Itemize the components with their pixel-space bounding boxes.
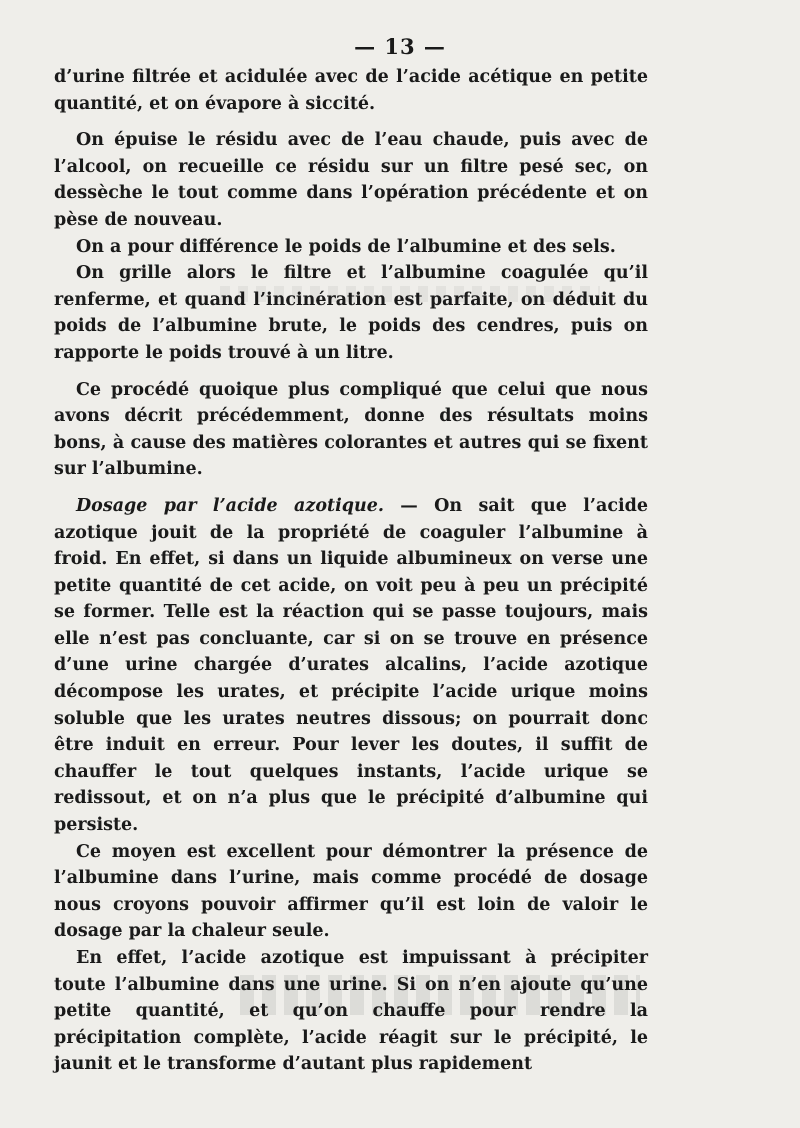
paragraph-text: En effet, l’acide azotique est impuissant à précipiter toute l’albumine dans une urine. Si on n’en ajoute qu’une petite quantité, et qu’on chauffe pour rendre la précipitation complète, l’acide réagit sur le précipité, le jaunit et le transforme d’autant plus rapidement [54, 948, 648, 1075]
paragraph [54, 839, 648, 945]
paragraph [54, 64, 648, 117]
paragraph-text: On épuise le résidu avec de l’eau chaude, puis avec de l’alcool, on recueille ce résidu sur un filtre pesé sec, on dessèche le tout comme dans l’opération précédente et on pèse de nouveau. [54, 130, 648, 230]
paragraph-text: — On sait que l’acide azotique jouit de la propriété de coaguler l’albumine à froid. En effet, si dans un liquide albumineux on verse une petite quantité de cet acide, on voit peu à peu un précipité se former. Telle est la réaction qui se passe toujours, mais elle n’est pas concluante, car si on se trouve en présence d’une urine chargée d’urates alcalins, l’acide azotique décompose les urates, et précipite l’acide urique moins soluble que les urates neutres dissous; on pourrait donc être induit en erreur. Pour lever les doutes, il suffit de chauffer le tout quelques instants, l’acide urique se redissout, et on n’a plus que le précipité d’albumine qui persiste. [54, 495, 649, 836]
paragraph [54, 260, 648, 366]
paragraph [54, 377, 648, 483]
paragraph [54, 493, 648, 839]
paragraph-text: Ce procédé quoique plus compliqué que celui que nous avons décrit précédemment, donne des résultats moins bons, à cause des matières colorantes et autres qui se fixent sur l’albumine. [54, 379, 648, 480]
paragraph-text: Ce moyen est excellent pour démontrer la présence de l’albumine dans l’urine, mais comme procédé de dosage nous croyons pouvoir affirmer qu’il est loin de valoir le dosage par la chaleur seule. [54, 841, 648, 942]
paragraph [54, 234, 648, 261]
paragraph-text: d’urine filtrée et acidulée avec de l’acide acétique en petite quantité, et on évapore à siccité. [54, 67, 648, 114]
paragraph-text: On grille alors le filtre et l’albumine coagulée qu’il renferme, et quand l’incinération est parfaite, on déduit du poids de l’albumine brute, le poids des cendres, puis on rapporte le poids trouvé à un litre. [54, 263, 648, 363]
paragraph-text: On a pour différence le poids de l’albumine et des sels. [76, 236, 616, 257]
paragraph [54, 127, 648, 233]
paragraph [54, 945, 648, 1078]
body-text [54, 64, 648, 1078]
section-lead: Dosage par l’acide azotique. [76, 495, 384, 516]
page-number: — 13 — [354, 34, 446, 59]
